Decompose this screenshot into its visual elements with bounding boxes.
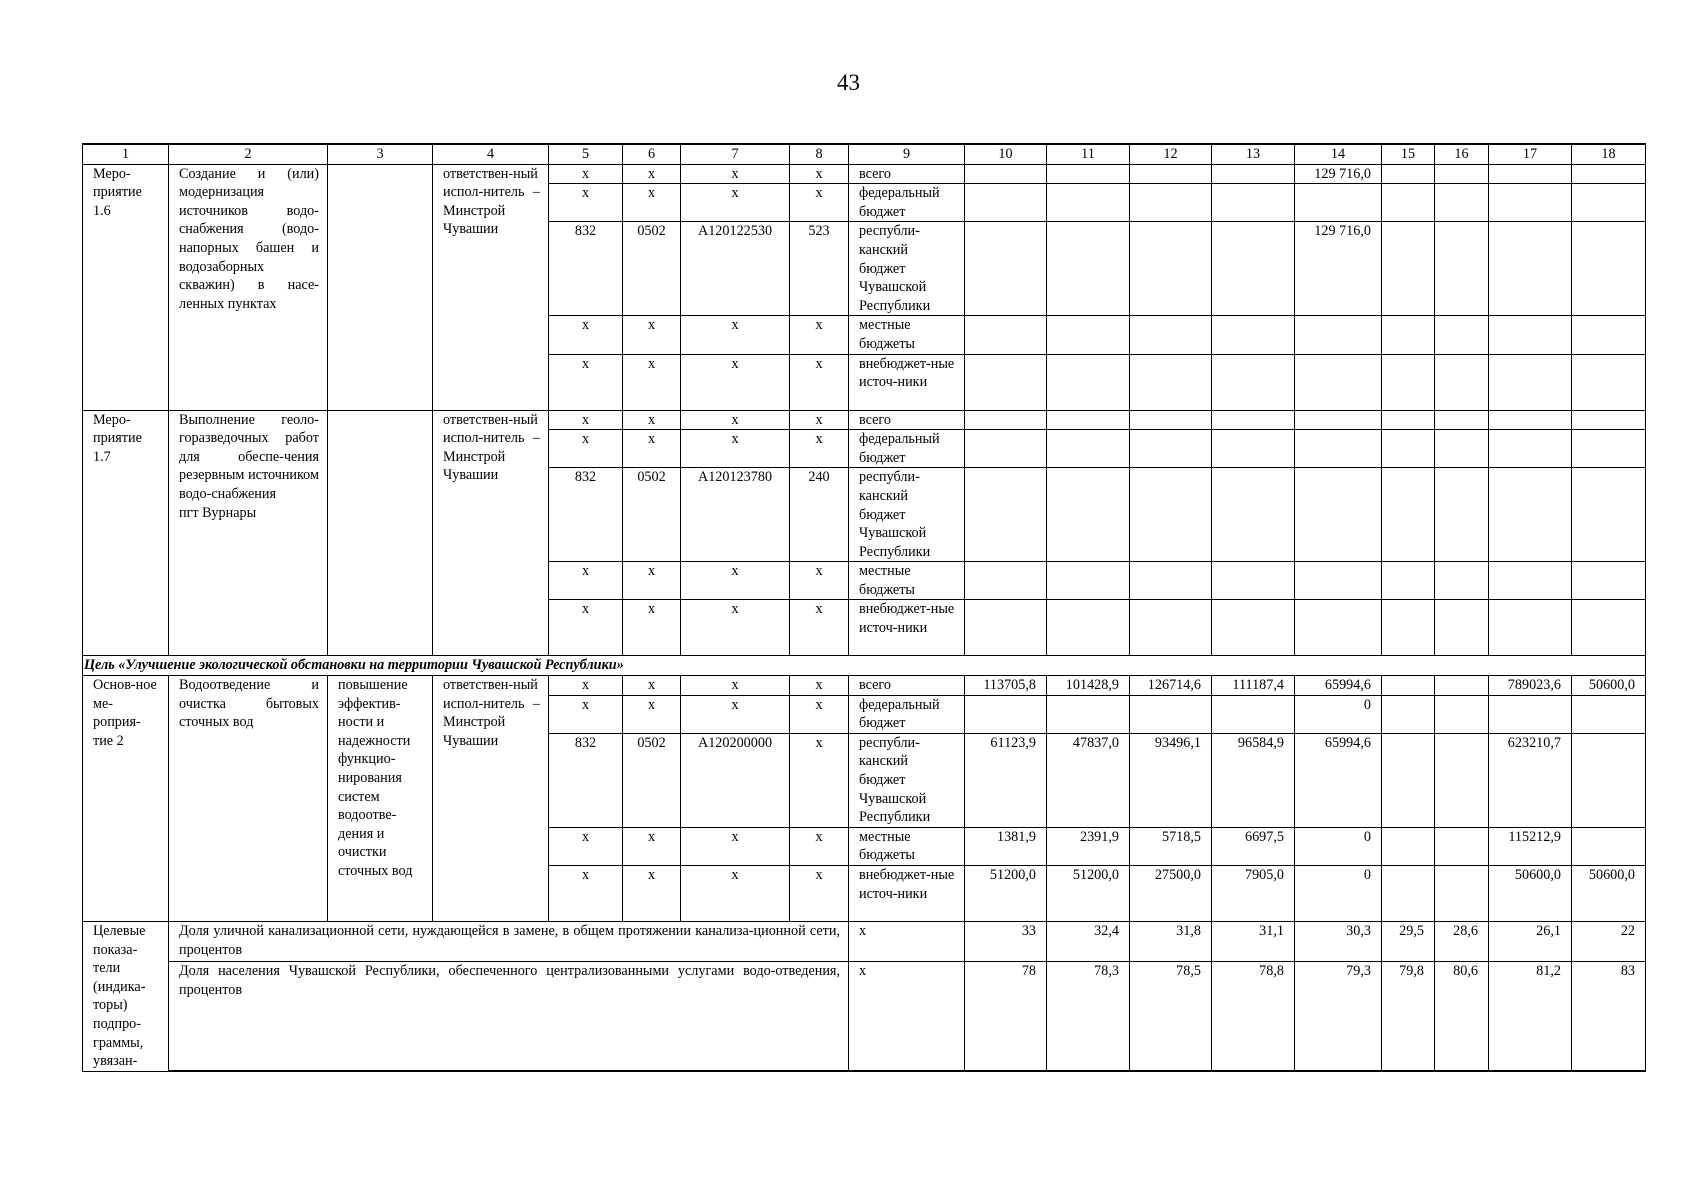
- funding-source: местные бюджеты: [849, 316, 965, 354]
- amount-cell: [1130, 316, 1212, 354]
- funding-source: всего: [849, 410, 965, 430]
- amount-cell: [1295, 316, 1382, 354]
- column-header: 18: [1572, 144, 1646, 164]
- amount-cell: [1382, 676, 1435, 696]
- indicator-value: 33: [965, 922, 1047, 962]
- amount-cell: [1435, 410, 1489, 430]
- amount-cell: [965, 430, 1047, 468]
- amount-cell: [1382, 600, 1435, 656]
- amount-cell: [1435, 866, 1489, 922]
- indicator-mark: х: [849, 962, 965, 1072]
- target-article-code: х: [681, 827, 790, 865]
- section-code: 0502: [623, 222, 681, 316]
- amount-cell: 61123,9: [965, 733, 1047, 827]
- amount-cell: [1572, 468, 1646, 562]
- section-code: х: [623, 430, 681, 468]
- column-header: 9: [849, 144, 965, 164]
- goal-row: [83, 656, 1646, 676]
- amount-cell: [1130, 430, 1212, 468]
- amount-cell: [1489, 468, 1572, 562]
- amount-cell: [1489, 164, 1572, 184]
- column-header: 8: [790, 144, 849, 164]
- indicator-value: 32,4: [1047, 922, 1130, 962]
- amount-cell: [1489, 354, 1572, 410]
- amount-cell: [1572, 430, 1646, 468]
- grbs-code: х: [549, 354, 623, 410]
- amount-cell: [1489, 316, 1572, 354]
- target-article-code: А120122530: [681, 222, 790, 316]
- grbs-code: х: [549, 827, 623, 865]
- amount-cell: [1489, 410, 1572, 430]
- indicator-value: 81,2: [1489, 962, 1572, 1072]
- amount-cell: [1435, 184, 1489, 222]
- amount-cell: 27500,0: [1130, 866, 1212, 922]
- amount-cell: [1212, 184, 1295, 222]
- funding-source: федеральный бюджет: [849, 695, 965, 733]
- indicator-mark: х: [849, 922, 965, 962]
- amount-cell: [1382, 866, 1435, 922]
- column-header: 11: [1047, 144, 1130, 164]
- section-code: 0502: [623, 468, 681, 562]
- amount-cell: [965, 354, 1047, 410]
- amount-cell: [1572, 695, 1646, 733]
- indicator-value: 83: [1572, 962, 1646, 1072]
- section-code: х: [623, 164, 681, 184]
- indicator-value: 29,5: [1382, 922, 1435, 962]
- amount-cell: 1381,9: [965, 827, 1047, 865]
- amount-cell: [1047, 430, 1130, 468]
- amount-cell: 96584,9: [1212, 733, 1295, 827]
- amount-cell: 6697,5: [1212, 827, 1295, 865]
- amount-cell: [1295, 562, 1382, 600]
- amount-cell: [965, 316, 1047, 354]
- amount-cell: [1572, 733, 1646, 827]
- indicator-value: 30,3: [1295, 922, 1382, 962]
- section-code: х: [623, 866, 681, 922]
- amount-cell: [965, 600, 1047, 656]
- indicator-value: 78,3: [1047, 962, 1130, 1072]
- amount-cell: 50600,0: [1572, 866, 1646, 922]
- amount-cell: [1382, 316, 1435, 354]
- indicator-value: 78: [965, 962, 1047, 1072]
- table-row: [83, 676, 1646, 696]
- target-article-code: х: [681, 184, 790, 222]
- event-label: Меро- приятие 1.7: [83, 410, 169, 656]
- amount-cell: [1489, 600, 1572, 656]
- column-header: 17: [1489, 144, 1572, 164]
- target-article-code: х: [681, 164, 790, 184]
- column-header: 12: [1130, 144, 1212, 164]
- section-code: х: [623, 827, 681, 865]
- target-article-code: х: [681, 354, 790, 410]
- amount-cell: [1382, 222, 1435, 316]
- amount-cell: 65994,6: [1295, 676, 1382, 696]
- amount-cell: [1295, 430, 1382, 468]
- grbs-code: 832: [549, 733, 623, 827]
- amount-cell: [1047, 354, 1130, 410]
- amount-cell: 101428,9: [1047, 676, 1130, 696]
- amount-cell: [1489, 430, 1572, 468]
- indicator-value: 79,8: [1382, 962, 1435, 1072]
- amount-cell: [1047, 164, 1130, 184]
- section-code: 0502: [623, 733, 681, 827]
- event-executor: ответствен-ный испол-нитель – Минстрой Чувашии: [433, 164, 549, 410]
- expense-type-code: х: [790, 316, 849, 354]
- amount-cell: [1382, 410, 1435, 430]
- target-article-code: х: [681, 430, 790, 468]
- amount-cell: [1489, 184, 1572, 222]
- amount-cell: [1382, 354, 1435, 410]
- amount-cell: [1130, 354, 1212, 410]
- column-header: 5: [549, 144, 623, 164]
- amount-cell: [1435, 430, 1489, 468]
- table-row: [83, 410, 1646, 430]
- amount-cell: [1489, 562, 1572, 600]
- amount-cell: 0: [1295, 866, 1382, 922]
- funding-source: всего: [849, 164, 965, 184]
- amount-cell: 47837,0: [1047, 733, 1130, 827]
- amount-cell: [1295, 410, 1382, 430]
- section-code: х: [623, 410, 681, 430]
- amount-cell: [1130, 695, 1212, 733]
- amount-cell: [1130, 222, 1212, 316]
- grbs-code: х: [549, 695, 623, 733]
- amount-cell: [1212, 354, 1295, 410]
- expense-type-code: х: [790, 733, 849, 827]
- column-header: 1: [83, 144, 169, 164]
- amount-cell: [1212, 600, 1295, 656]
- indicator-value: 31,1: [1212, 922, 1295, 962]
- amount-cell: [1435, 600, 1489, 656]
- amount-cell: [1435, 695, 1489, 733]
- event-executor: ответствен-ный испол-нитель – Минстрой Чувашии: [433, 676, 549, 922]
- amount-cell: [1382, 695, 1435, 733]
- amount-cell: [1047, 184, 1130, 222]
- event-goal: [328, 164, 433, 410]
- target-article-code: х: [681, 676, 790, 696]
- column-header: 13: [1212, 144, 1295, 164]
- expense-type-code: х: [790, 354, 849, 410]
- column-header: 7: [681, 144, 790, 164]
- column-header: 15: [1382, 144, 1435, 164]
- amount-cell: [1212, 430, 1295, 468]
- expense-type-code: х: [790, 184, 849, 222]
- amount-cell: [1047, 562, 1130, 600]
- target-article-code: А120200000: [681, 733, 790, 827]
- amount-cell: [965, 222, 1047, 316]
- amount-cell: [1572, 410, 1646, 430]
- funding-source: федеральный бюджет: [849, 184, 965, 222]
- amount-cell: 115212,9: [1489, 827, 1572, 865]
- amount-cell: [1212, 562, 1295, 600]
- indicator-value: 78,5: [1130, 962, 1212, 1072]
- amount-cell: [1212, 695, 1295, 733]
- indicator-value: 26,1: [1489, 922, 1572, 962]
- funding-source: федеральный бюджет: [849, 430, 965, 468]
- amount-cell: [1047, 468, 1130, 562]
- amount-cell: [1382, 827, 1435, 865]
- amount-cell: [1130, 164, 1212, 184]
- expense-type-code: х: [790, 410, 849, 430]
- section-code: х: [623, 695, 681, 733]
- amount-cell: [1435, 354, 1489, 410]
- amount-cell: [1047, 316, 1130, 354]
- grbs-code: х: [549, 410, 623, 430]
- event-goal: [328, 410, 433, 656]
- grbs-code: х: [549, 676, 623, 696]
- funding-source: внебюджет-ные источ-ники: [849, 866, 965, 922]
- indicator-value: 31,8: [1130, 922, 1212, 962]
- amount-cell: 623210,7: [1489, 733, 1572, 827]
- event-label: Основ-ное ме-роприя-тие 2: [83, 676, 169, 922]
- indicator-value: 78,8: [1212, 962, 1295, 1072]
- amount-cell: 50600,0: [1489, 866, 1572, 922]
- expense-type-code: 240: [790, 468, 849, 562]
- amount-cell: [965, 562, 1047, 600]
- amount-cell: [965, 410, 1047, 430]
- funding-source: местные бюджеты: [849, 562, 965, 600]
- expense-type-code: х: [790, 695, 849, 733]
- indicator-value: 22: [1572, 922, 1646, 962]
- amount-cell: [1382, 184, 1435, 222]
- amount-cell: [1295, 354, 1382, 410]
- expense-type-code: х: [790, 164, 849, 184]
- amount-cell: [1130, 600, 1212, 656]
- section-code: х: [623, 354, 681, 410]
- amount-cell: [1047, 600, 1130, 656]
- amount-cell: [1295, 468, 1382, 562]
- amount-cell: 129 716,0: [1295, 164, 1382, 184]
- amount-cell: [1295, 184, 1382, 222]
- target-article-code: х: [681, 316, 790, 354]
- amount-cell: [965, 695, 1047, 733]
- grbs-code: 832: [549, 222, 623, 316]
- target-article-code: х: [681, 562, 790, 600]
- expense-type-code: х: [790, 827, 849, 865]
- indicator-value: 28,6: [1435, 922, 1489, 962]
- amount-cell: 111187,4: [1212, 676, 1295, 696]
- amount-cell: 0: [1295, 827, 1382, 865]
- event-goal: повышение эффектив-ности и надежности функцио-нирования систем водоотве-дения и очистки сточных вод: [328, 676, 433, 922]
- amount-cell: [1130, 468, 1212, 562]
- header-row: [83, 144, 1646, 164]
- goal-heading: Цель «Улучшение экологической обстановки на территории Чувашской Республики»: [83, 656, 1646, 676]
- amount-cell: [1572, 827, 1646, 865]
- amount-cell: [1489, 695, 1572, 733]
- event-name: Водоотведение и очистка бытовых сточных вод: [169, 676, 328, 922]
- amount-cell: [1572, 562, 1646, 600]
- column-header: 10: [965, 144, 1047, 164]
- grbs-code: х: [549, 866, 623, 922]
- column-header: 4: [433, 144, 549, 164]
- amount-cell: [1435, 222, 1489, 316]
- amount-cell: [1435, 316, 1489, 354]
- amount-cell: 7905,0: [1212, 866, 1295, 922]
- grbs-code: 832: [549, 468, 623, 562]
- target-article-code: х: [681, 866, 790, 922]
- indicator-row: [83, 962, 1646, 1072]
- funding-source: внебюджет-ные источ-ники: [849, 354, 965, 410]
- column-header: 2: [169, 144, 328, 164]
- amount-cell: [1435, 733, 1489, 827]
- amount-cell: 129 716,0: [1295, 222, 1382, 316]
- indicator-value: 79,3: [1295, 962, 1382, 1072]
- expense-type-code: 523: [790, 222, 849, 316]
- grbs-code: х: [549, 600, 623, 656]
- amount-cell: 113705,8: [965, 676, 1047, 696]
- expense-type-code: х: [790, 866, 849, 922]
- column-header: 16: [1435, 144, 1489, 164]
- event-name: Создание и (или) модернизация источников водо-снабжения (водо-напорных башен и водозаборных скважин) в насе-ленных пунктах: [169, 164, 328, 410]
- page-number: 43: [837, 70, 860, 95]
- indicator-value: 80,6: [1435, 962, 1489, 1072]
- amount-cell: [1435, 676, 1489, 696]
- amount-cell: [1212, 316, 1295, 354]
- amount-cell: [1382, 430, 1435, 468]
- section-code: х: [623, 562, 681, 600]
- target-article-code: х: [681, 695, 790, 733]
- funding-source: республи-канский бюджет Чувашской Республики: [849, 222, 965, 316]
- amount-cell: 51200,0: [965, 866, 1047, 922]
- amount-cell: [1382, 164, 1435, 184]
- grbs-code: х: [549, 164, 623, 184]
- amount-cell: [1212, 222, 1295, 316]
- expense-type-code: х: [790, 562, 849, 600]
- amount-cell: [1295, 600, 1382, 656]
- column-header: 6: [623, 144, 681, 164]
- amount-cell: [965, 184, 1047, 222]
- amount-cell: [1435, 468, 1489, 562]
- amount-cell: [1572, 354, 1646, 410]
- amount-cell: [1047, 410, 1130, 430]
- amount-cell: 126714,6: [1130, 676, 1212, 696]
- amount-cell: [1572, 184, 1646, 222]
- funding-source: местные бюджеты: [849, 827, 965, 865]
- event-executor: ответствен-ный испол-нитель – Минстрой Чувашии: [433, 410, 549, 656]
- expense-type-code: х: [790, 600, 849, 656]
- amount-cell: [1212, 468, 1295, 562]
- amount-cell: 50600,0: [1572, 676, 1646, 696]
- section-code: х: [623, 184, 681, 222]
- amount-cell: [1572, 316, 1646, 354]
- table-row: [83, 164, 1646, 184]
- amount-cell: 2391,9: [1047, 827, 1130, 865]
- event-name: Выполнение геоло-горазведочных работ для обеспе-чения резервным источником водо-снабжения пгт Вурнары: [169, 410, 328, 656]
- grbs-code: х: [549, 562, 623, 600]
- funding-source: республи-канский бюджет Чувашской Республики: [849, 468, 965, 562]
- column-header: 14: [1295, 144, 1382, 164]
- grbs-code: х: [549, 184, 623, 222]
- grbs-code: х: [549, 316, 623, 354]
- amount-cell: [1382, 733, 1435, 827]
- expense-type-code: х: [790, 676, 849, 696]
- amount-cell: [1212, 410, 1295, 430]
- funding-source: всего: [849, 676, 965, 696]
- target-article-code: х: [681, 600, 790, 656]
- target-article-code: А120123780: [681, 468, 790, 562]
- event-label: Меро- приятие 1.6: [83, 164, 169, 410]
- amount-cell: 789023,6: [1489, 676, 1572, 696]
- target-article-code: х: [681, 410, 790, 430]
- amount-cell: [1572, 222, 1646, 316]
- amount-cell: [1489, 222, 1572, 316]
- amount-cell: [1572, 600, 1646, 656]
- amount-cell: 0: [1295, 695, 1382, 733]
- amount-cell: [1047, 222, 1130, 316]
- indicator-text: Доля населения Чувашской Республики, обеспеченного централизованными услугами водо-отведения, процентов: [169, 962, 849, 1072]
- indicator-row: [83, 922, 1646, 962]
- amount-cell: 51200,0: [1047, 866, 1130, 922]
- amount-cell: [1130, 410, 1212, 430]
- amount-cell: [1382, 468, 1435, 562]
- amount-cell: [1212, 164, 1295, 184]
- amount-cell: [1435, 562, 1489, 600]
- indicators-label: Целевые показа-тели (индика-торы) подпро-граммы, увязан-: [83, 922, 169, 1072]
- amount-cell: [965, 164, 1047, 184]
- amount-cell: [1435, 164, 1489, 184]
- expense-type-code: х: [790, 430, 849, 468]
- column-header: 3: [328, 144, 433, 164]
- amount-cell: 5718,5: [1130, 827, 1212, 865]
- amount-cell: 65994,6: [1295, 733, 1382, 827]
- grbs-code: х: [549, 430, 623, 468]
- section-code: х: [623, 676, 681, 696]
- section-code: х: [623, 316, 681, 354]
- amount-cell: [1572, 164, 1646, 184]
- financing-table: [82, 143, 1646, 1072]
- section-code: х: [623, 600, 681, 656]
- funding-source: внебюджет-ные источ-ники: [849, 600, 965, 656]
- amount-cell: [1130, 184, 1212, 222]
- amount-cell: [965, 468, 1047, 562]
- indicator-text: Доля уличной канализационной сети, нуждающейся в замене, в общем протяжении канализа-ционной сети, процентов: [169, 922, 849, 962]
- amount-cell: [1047, 695, 1130, 733]
- amount-cell: [1435, 827, 1489, 865]
- amount-cell: 93496,1: [1130, 733, 1212, 827]
- funding-source: республи-канский бюджет Чувашской Республики: [849, 733, 965, 827]
- amount-cell: [1382, 562, 1435, 600]
- amount-cell: [1130, 562, 1212, 600]
